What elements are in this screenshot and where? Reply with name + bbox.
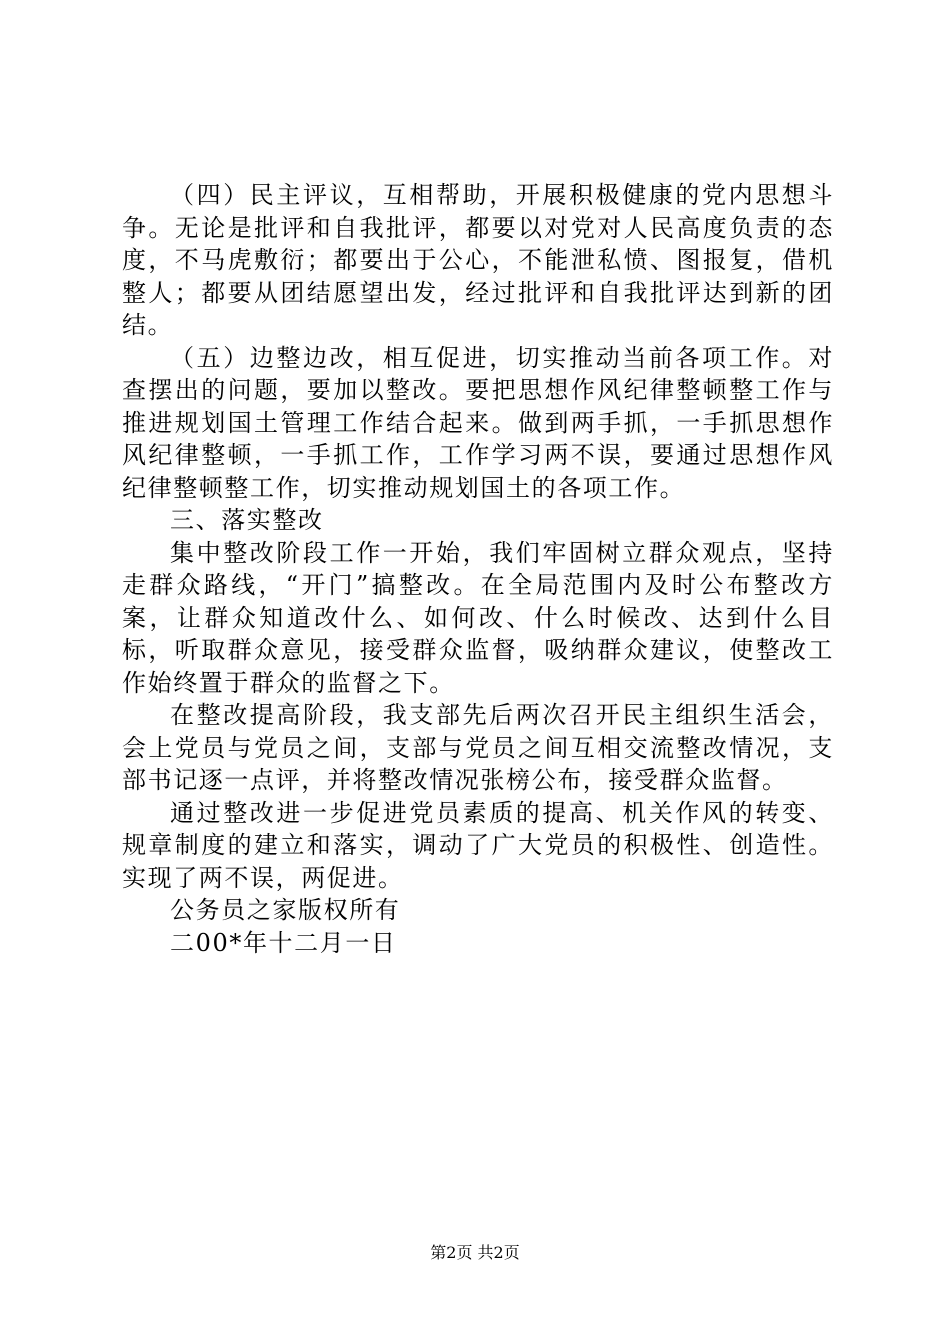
paragraph-democratic-review: （四）民主评议，互相帮助，开展积极健康的党内思想斗争。无论是批评和自我批评，都要以对党对人民高度负责的态度，不马虎敷衍；都要出于公心，不能泄私愤、图报复，借机整人；都要从团结愿望出发，经过批评和自我批评达到新的团结。: [122, 181, 834, 339]
paragraph-rectification-results: 通过整改进一步促进党员素质的提高、机关作风的转变、规章制度的建立和落实，调动了广大党员的积极性、创造性。实现了两不误，两促进。: [122, 798, 834, 892]
paragraph-rectification-improvement: 在整改提高阶段，我支部先后两次召开民主组织生活会，会上党员与党员之间，支部与党员之间互相交流整改情况，支部书记逐一点评，并将整改情况张榜公布，接受群众监督。: [122, 701, 834, 794]
document-date: 二00*年十二月一日: [170, 928, 397, 957]
paragraph-rectify-while-reviewing: （五）边整边改，相互促进，切实推动当前各项工作。对查摆出的问题，要加以整改。要把思想作风纪律整顿整工作与推进规划国土管理工作结合起来。做到两手抓，一手抓思想作风纪律整顿，一手抓工作，工作学习两不误，要通过思想作风纪律整顿整工作，切实推动规划国土的各项工作。: [122, 343, 834, 502]
section-heading-implement-rectification: 三、落实整改: [170, 506, 324, 534]
copyright-line: 公务员之家版权所有: [170, 896, 401, 924]
page-number-footer: 第2页 共2页: [430, 1243, 520, 1262]
document-body: [122, 179, 834, 959]
paragraph-centralized-rectification: 集中整改阶段工作一开始，我们牢固树立群众观点，坚持走群众路线，“开门”搞整改。在全局范围内及时公布整改方案，让群众知道改什么、如何改、什么时候改、达到什么目标，听取群众意见，接受群众监督，吸纳群众建议，使整改工作始终置于群众的监督之下。: [122, 538, 834, 697]
